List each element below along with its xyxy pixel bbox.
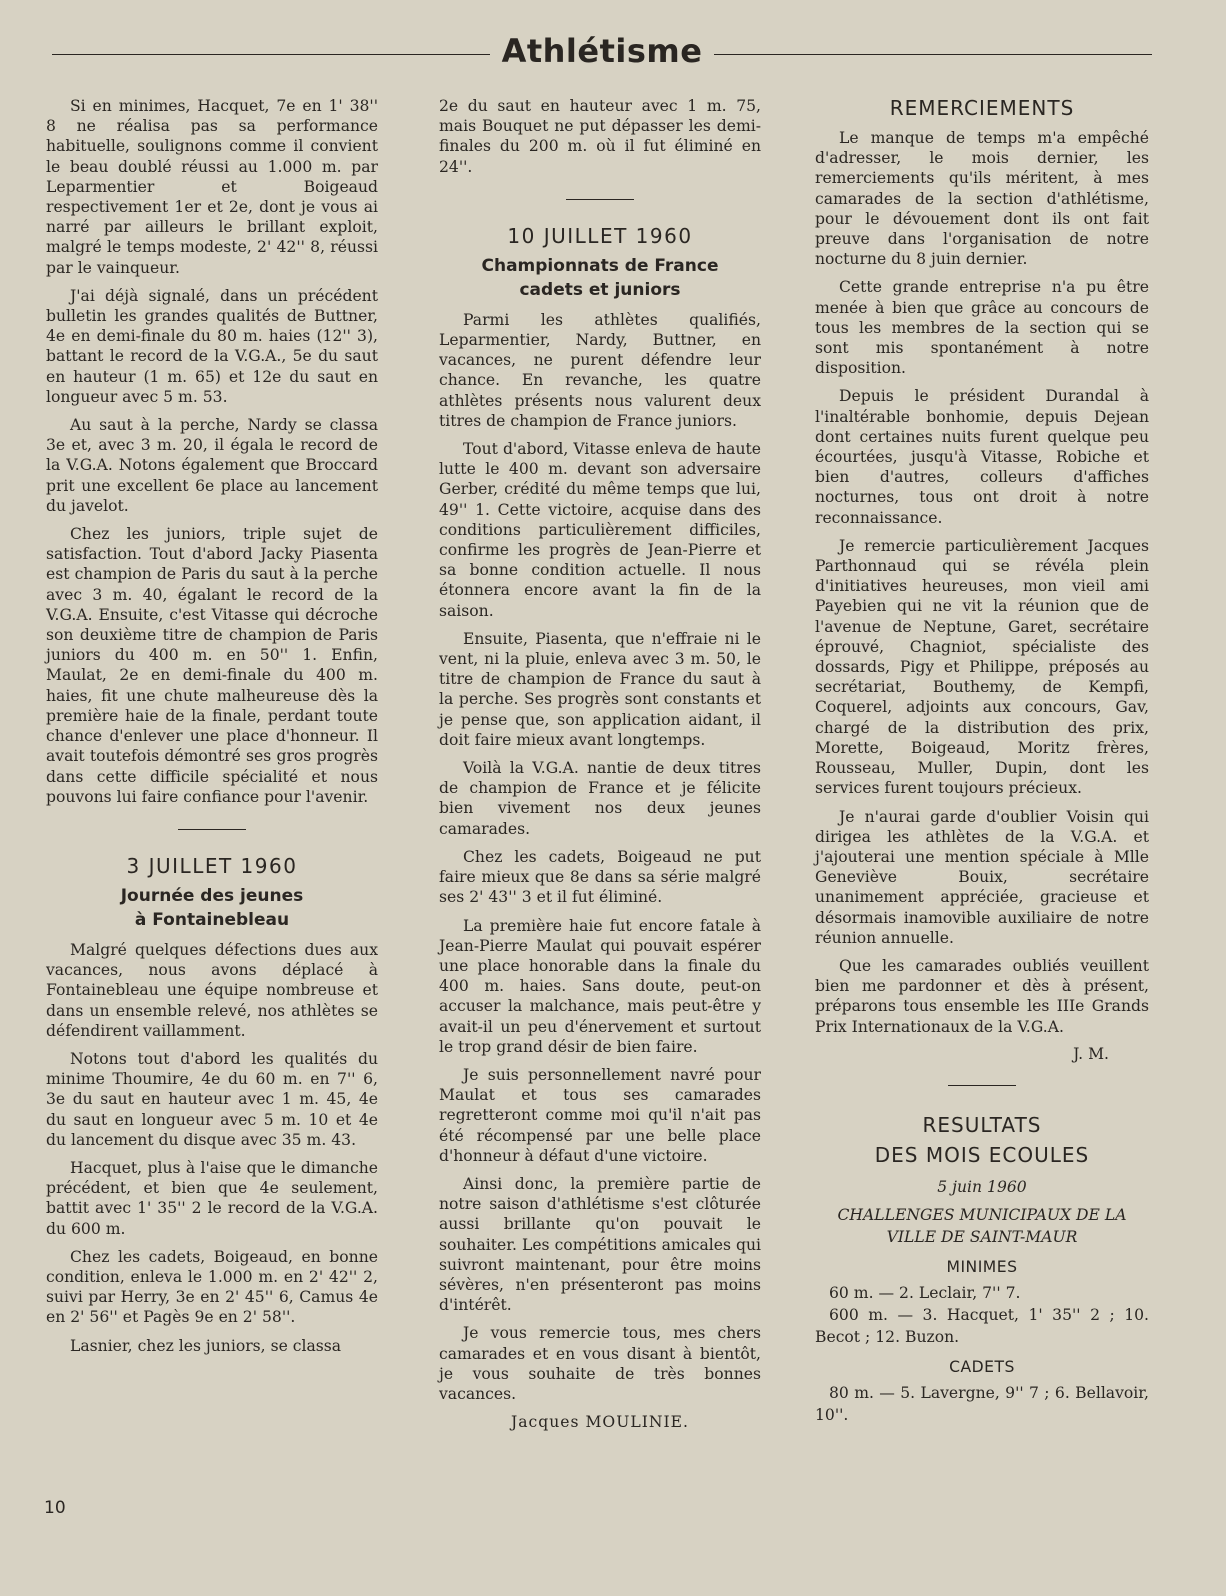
results-heading [815,1110,1149,1170]
category-heading-cadets: CADETS [949,1357,1015,1376]
results-event-line: CHALLENGES MUNICIPAUX DE LA [837,1205,1127,1224]
article-subheading [46,884,378,932]
results-heading-line: DES MOIS ECOULES [874,1142,1090,1167]
result-line: 60 m. — 2. Leclair, 7'' 7. [829,1283,1021,1302]
subheading-line: à Fontainebleau [134,909,290,930]
column-3 [815,96,1149,1426]
paragraph: Parmi les athlètes qualifiés, Leparmentier, Nardy, Buttner, en vacances, ne purent défendre leur chance. En revanche, les quatre athlètes présents nous valurent deux titres de champion de France juniors. [439,310,761,430]
paragraph: Depuis le président Durandal à l'inaltérable bonhomie, depuis Dejean dont certaines nuits furent quelque peu écourtées, jusqu'à Vitasse, Robiche et bien d'autres, colleurs d'affiches nocturnes, tous ont droit à notre reconnaissance. [815,387,1149,527]
category-heading-minimes: MINIMES [946,1257,1018,1276]
paragraph: Au saut à la perche, Nardy se classa 3e et, avec 3 m. 20, il égala le record de la V.G.A. Notons également que Broccard prit une excellent 6e place au lancement du javelot. [46,416,378,515]
column-2 [439,96,761,1432]
paragraph: Je remercie particulièrement Jacques Parthonnaud qui se révéla plein d'initiatives heureuses, mon vieil ami Payebien qui ne vit la réunion que de l'avenue de Neptune, Garet, secrétaire éprouvé, Chagniot, spécialiste des dossards, Pigy et Philippe, préposés au secrétariat, Bouthemy, de Kempfi, Coquerel, adjoints aux concours, Gav, chargé de la distribution des prix, Morette, Boigeaud, Moritz frères, Rousseau, Muller, Dupin, dont les services furent toujours précieux. [815,536,1149,798]
paragraph: Chez les juniors, triple sujet de satisfaction. Tout d'abord Jacky Piasenta est champion de Paris du saut à la perche avec 3 m. 40, égalant le record de la V.G.A. Ensuite, c'est Vitasse qui décroche son deuxième titre de champion de Paris juniors du 400 m. en 50'' 1. Enfin, Maulat, 2e en demi-finale du 400 m. haies, fit une chute malheureuse dès la première haie de la finale, perdant toute chance d'enlever une place d'honneur. Il avait toutefois démontré ses gros progrès dans cette difficile spécialité et nous pouvons lui faire confiance pour l'avenir. [46,525,378,806]
author-initials: J. M. [1073,1044,1109,1063]
paragraph: Je suis personnellement navré pour Maulat et tous ses camarades regretteront comme moi qu'il n'ait pas été récompensé par une belle place d'honneur à défaut d'une victoire. [439,1065,761,1165]
subheading-line: Journée des jeunes [120,885,304,906]
author-signature: Jacques MOULINIE. [510,1413,690,1432]
separator [178,829,246,830]
section-heading: REMERCIEMENTS [889,96,1075,120]
paragraph: Malgré quelques défections dues aux vacances, nous avons déplacé à Fontainebleau une équipe nombreuse et dans un ensemble relevé, nos athlètes se défendirent vaillamment. [46,940,378,1040]
paragraph: Ensuite, Piasenta, que n'effraie ni le vent, ni la pluie, enleva avec 3 m. 50, le titre de champion de France du saut à la perche. Ses progrès sont constants et je pense que, son application aidant, il doit faire mieux avant longtemps. [439,629,761,749]
paragraph: La première haie fut encore fatale à Jean-Pierre Maulat qui pouvait espérer une place honorable dans la finale du 400 m. haies. Sans doute, peut-on accuser la malchance, mais peut-être y avait-il un peu d'énervement et surtout le trop grand désir de bien faire. [439,916,761,1056]
paragraph: 2e du saut en hauteur avec 1 m. 75, mais Bouquet ne put dépasser les demi-finales du 200 m. où il fut éliminé en 24''. [439,97,761,176]
paragraph: Ainsi donc, la première partie de notre saison d'athlétisme s'est clôturée aussi brillante qu'on pouvait le souhaiter. Les compétitions amicales qui suivront maintenant, pour être moins sévères, n'en présenteront pas moins d'intérêt. [439,1174,761,1315]
paragraph: Tout d'abord, Vitasse enleva de haute lutte le 400 m. devant son adversaire Gerber, crédité du même temps que lui, 49'' 1. Cette victoire, acquise dans des conditions particulièrement difficiles, confirme les progrès de Jean-Pierre et sa bonne condition actuelle. Il nous étonnera encore avant la fin de la saison. [439,440,761,620]
paragraph: Le manque de temps m'a empêché d'adresser, le mois dernier, les remerciements qu'ils méritent, à mes camarades de la section d'athlétisme, pour le dévouement dont ils ont fait preuve dans l'organisation de notre nocturne du 8 juin dernier. [815,129,1149,269]
date-heading: 10 JUILLET 1960 [507,223,693,248]
results-event-line: VILLE DE SAINT-MAUR [886,1227,1078,1246]
paragraph: Notons tout d'abord les qualités du minime Thoumire, 4e du 60 m. en 7'' 6, 3e du saut en hauteur avec 1 m. 45, 4e du saut en longueur avec 5 m. 10 et 4e du lancement du disque avec 35 m. 43. [46,1049,378,1149]
section-title: Athlétisme [501,32,703,70]
results-heading-line: RESULTATS [922,1112,1042,1137]
paragraph: Voilà la V.G.A. nantie de deux titres de champion de France et je félicite bien vivement nos deux jeunes camarades. [439,759,761,838]
paragraph: Cette grande entreprise n'a pu être menée à bien que grâce au concours de tous les membres de la section qui se sont mis spontanément à notre disposition. [815,278,1149,378]
subheading-line: cadets et juniors [519,279,681,300]
results-date: 5 juin 1960 [937,1177,1027,1196]
column-1 [46,96,378,1364]
header-rule-left [52,54,490,55]
result-line: 600 m. — 3. Hacquet, 1' 35'' 2 ; 10. Becot ; 12. Buzon. [815,1305,1149,1346]
paragraph: J'ai déjà signalé, dans un précédent bulletin les grandes qualités de Buttner, 4e en demi-finale du 80 m. haies (12'' 3), battant le record de la V.G.A., 5e du saut en hauteur (1 m. 65) et 12e du saut en longueur avec 5 m. 53. [46,286,378,406]
page-number: 10 [44,1498,66,1518]
paragraph: Je n'aurai garde d'oublier Voisin qui dirigea les athlètes de la V.G.A. et j'ajouterai une mention spéciale à Mlle Geneviève Bouix, secrétaire unanimement appréciée, gracieuse et désormais inamovible auxiliaire de notre réunion annuelle. [815,807,1149,947]
header-rule-right [714,54,1152,55]
paragraph: Chez les cadets, Boigeaud, en bonne condition, enleva le 1.000 m. en 2' 42'' 2, suivi par Herry, 3e en 2' 45'' 6, Camus 4e en 2' 56'' et Pagès 9e en 2' 58''. [46,1247,378,1327]
paragraph: Chez les cadets, Boigeaud ne put faire mieux que 8e dans sa série malgré ses 2' 43'' 3 et il fut éliminé. [439,847,761,907]
article-subheading [439,254,761,302]
paragraph: Lasnier, chez les juniors, se classa [70,1336,342,1355]
subheading-line: Championnats de France [481,255,719,276]
date-heading: 3 JUILLET 1960 [126,853,298,878]
paragraph: Si en minimes, Hacquet, 7e en 1' 38'' 8 ne réalisa pas sa performance habituelle, soulignons comme il convient le beau doublé réussi au 1.000 m. par Leparmentier et Boigeaud respectivement 1er et 2e, dont je vous ai narré par ailleurs le brillant exploit, malgré le temps modeste, 2' 42'' 8, réussi par le vainqueur. [46,97,378,277]
separator [566,199,634,200]
separator [948,1085,1016,1086]
result-line: 80 m. — 5. Lavergne, 9'' 7 ; 6. Bellavoir, 10''. [815,1383,1149,1424]
paragraph: Je vous remercie tous, mes chers camarades et en vous disant à bientôt, je vous souhaite de très bonnes vacances. [439,1324,761,1403]
results-event [815,1204,1149,1248]
paragraph: Que les camarades oubliés veuillent bien me pardonner et dès à présent, préparons tous ensemble les IIIe Grands Prix Internationaux de la V.G.A. [815,956,1149,1036]
paragraph: Hacquet, plus à l'aise que le dimanche précédent, et bien que 4e seulement, battit avec 1' 35'' 2 le record de la V.G.A. du 600 m. [46,1158,378,1238]
